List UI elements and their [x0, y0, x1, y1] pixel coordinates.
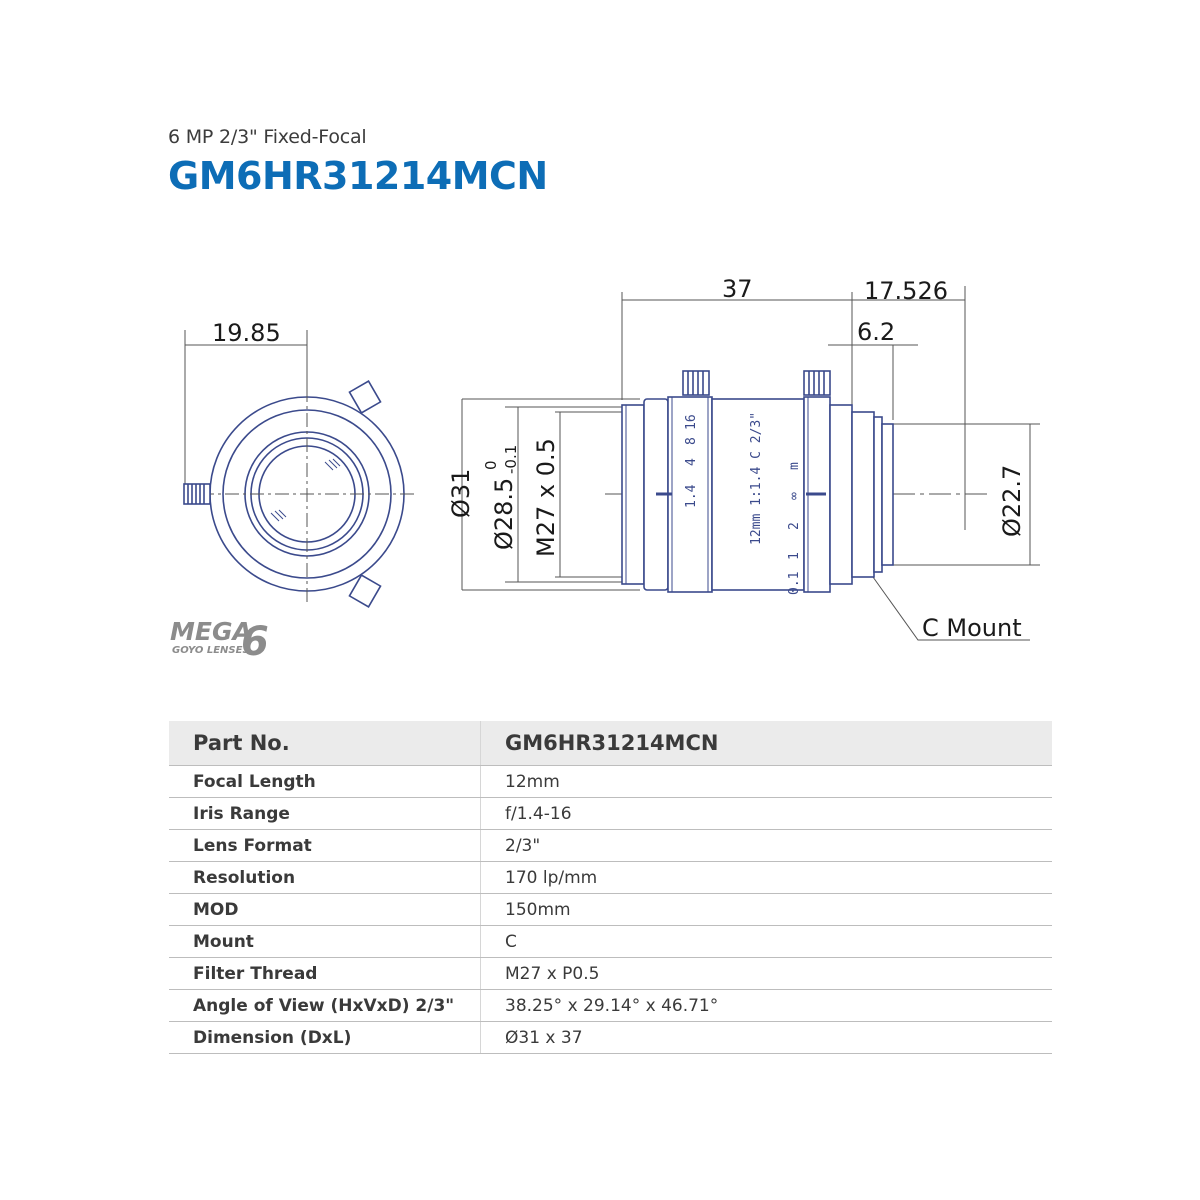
table-row — [169, 926, 1052, 958]
spec-label: Resolution — [169, 862, 481, 894]
spec-table — [169, 721, 1052, 1054]
c-mount-label: C Mount — [922, 614, 1022, 642]
iris-mark-1: 1.4 — [684, 484, 699, 508]
product-subtitle: 6 MP 2/3" Fixed-Focal — [168, 126, 367, 148]
mount-diameter-dim: Ø22.7 — [998, 464, 1026, 537]
iris-mark-2: 4 — [684, 458, 699, 466]
length-dim: 37 — [722, 275, 753, 303]
spec-value: C — [481, 926, 1053, 958]
focus-mark-5: 0.1 — [787, 571, 802, 595]
focus-mark-2: ∞ — [787, 492, 802, 500]
table-row — [169, 830, 1052, 862]
spec-value: 170 lp/mm — [481, 862, 1053, 894]
outer-diameter-dim: Ø31 — [447, 468, 475, 518]
product-title: GM6HR31214MCN — [168, 154, 548, 198]
focus-mark-1: m — [787, 462, 802, 470]
spec-value: 12mm — [481, 766, 1053, 798]
filter-thread-dim: M27 x 0.5 — [532, 438, 560, 557]
spec-value: f/1.4-16 — [481, 798, 1053, 830]
spec-value: 2/3" — [481, 830, 1053, 862]
table-row — [169, 958, 1052, 990]
iris-mark-4: 16 — [684, 414, 699, 430]
table-row — [169, 766, 1052, 798]
logo-number: 6 — [241, 619, 269, 665]
front-width-dim: 19.85 — [212, 319, 281, 347]
logo-brand: MEGA — [170, 617, 252, 646]
mega6-logo — [170, 617, 269, 665]
table-row — [169, 990, 1052, 1022]
spec-label: Dimension (DxL) — [169, 1022, 481, 1054]
spec-label: Focal Length — [169, 766, 481, 798]
spec-header-label: Part No. — [169, 721, 481, 766]
spec-label: Lens Format — [169, 830, 481, 862]
spec-label: Mount — [169, 926, 481, 958]
front-view — [184, 330, 415, 607]
tolerance-upper: 0 — [482, 460, 500, 470]
spec-label: Angle of View (HxVxD) 2/3" — [169, 990, 481, 1022]
spec-value: M27 x P0.5 — [481, 958, 1053, 990]
logo-tagline: GOYO LENSES — [172, 645, 250, 656]
lens-spec-text: 12mm 1:1.4 C 2/3" — [749, 411, 764, 545]
tolerance-lower: -0.1 — [502, 444, 520, 474]
table-row — [169, 862, 1052, 894]
spec-label: Iris Range — [169, 798, 481, 830]
inner-diameter-dim: Ø28.5 — [490, 477, 518, 550]
spec-value: 150mm — [481, 894, 1053, 926]
focus-mark-4: 1 — [787, 552, 802, 560]
mount-length-dim: 17.526 — [864, 277, 948, 305]
spec-header-row — [169, 721, 1052, 766]
focus-mark-3: 2 — [787, 522, 802, 530]
spec-value: Ø31 x 37 — [481, 1022, 1053, 1054]
spec-header-value: GM6HR31214MCN — [481, 721, 1053, 766]
spec-value: 38.25° x 29.14° x 46.71° — [481, 990, 1053, 1022]
table-row — [169, 1022, 1052, 1054]
iris-mark-3: 8 — [684, 437, 699, 445]
spec-label: Filter Thread — [169, 958, 481, 990]
table-row — [169, 798, 1052, 830]
table-row — [169, 894, 1052, 926]
spec-label: MOD — [169, 894, 481, 926]
flange-dim: 6.2 — [857, 318, 896, 346]
